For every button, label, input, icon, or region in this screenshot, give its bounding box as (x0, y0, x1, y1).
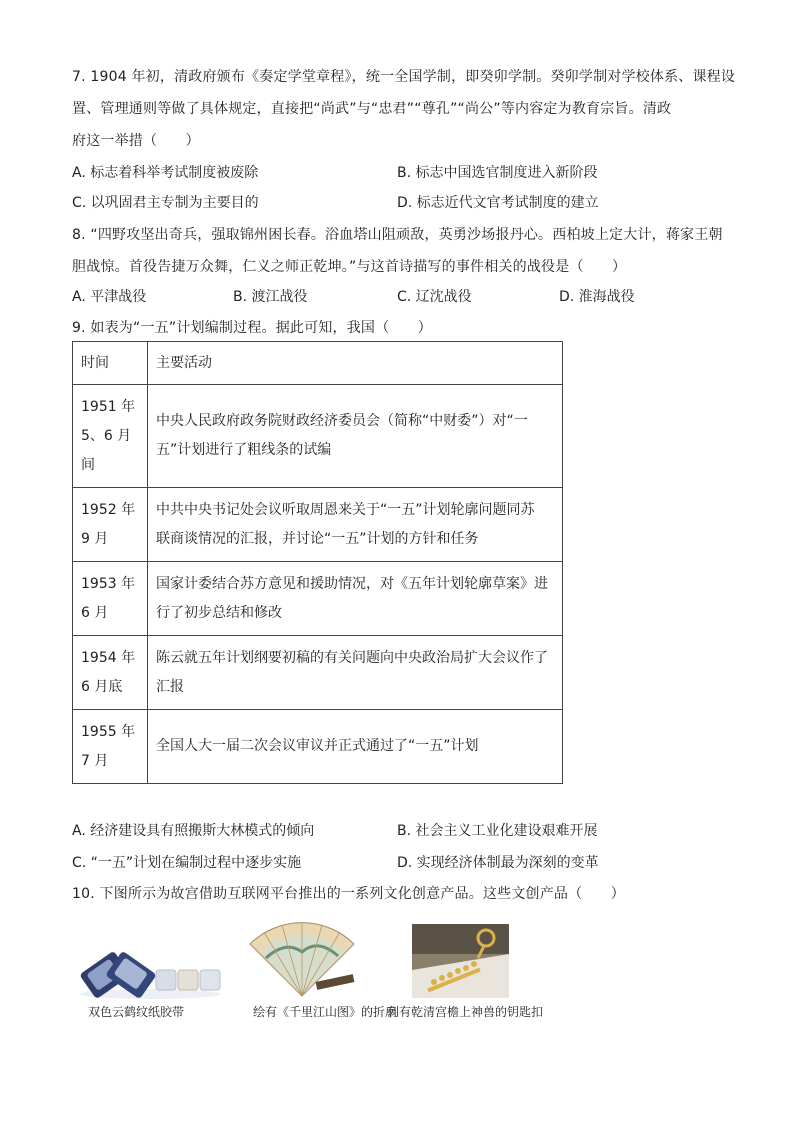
table-cell-activity (148, 710, 563, 784)
keychain-image (412, 924, 509, 998)
time-line: 1952 年 (81, 501, 136, 518)
activity-line: 五”计划进行了粗线条的试编 (156, 442, 332, 458)
plan-table (72, 341, 563, 784)
washi-tape-image (76, 940, 224, 1000)
table-row (73, 636, 563, 710)
q10-stem: 10. 下图所示为故宫借助互联网平台推出的一系列文化创意产品。这些文创产品（ ） (72, 886, 625, 902)
table-row (73, 488, 563, 562)
table-cell-time (73, 562, 148, 636)
activity-line: 联商谈情况的汇报，并讨论“一五”计划的方针和任务 (156, 530, 479, 547)
q9-option-d[interactable]: D. 实现经济体制最为深刻的变革 (397, 855, 599, 871)
time-line: 6 月 (81, 604, 109, 621)
table-cell-time (73, 488, 148, 562)
table-row (73, 385, 563, 488)
q8-option-b[interactable]: B. 渡江战役 (233, 289, 308, 305)
table-row (73, 562, 563, 636)
table-row (73, 710, 563, 784)
table-header-time: 时间 (73, 342, 148, 385)
time-line: 7 月 (81, 752, 109, 769)
activity-line: 中共中央书记处会议听取周恩来关于“一五”计划轮廓问题同苏 (156, 501, 535, 518)
table-header-activity: 主要活动 (148, 342, 563, 385)
time-line: 6 月底 (81, 678, 123, 695)
q7-option-a[interactable]: A. 标志着科举考试制度被废除 (72, 165, 259, 181)
q9-option-a[interactable]: A. 经济建设具有照搬斯大林模式的倾向 (72, 823, 315, 839)
time-line: 1953 年 (81, 575, 136, 592)
activity-line: 全国人大一届二次会议审议并正式通过了“一五”计划 (156, 738, 479, 754)
q7-stem-line-3: 府这一举措（ ） (72, 133, 200, 149)
q9-option-c[interactable]: C. “一五”计划在编制过程中逐步实施 (72, 855, 302, 871)
q9-option-b[interactable]: B. 社会主义工业化建设艰难开展 (397, 823, 598, 839)
q8-stem-line-1: 8. “四野攻坚出奇兵，强取锦州困长春。浴血塔山阻顽敌，英勇沙场报丹心。西柏坡上定大计，蒋家王朝 (72, 227, 723, 243)
time-line: 1951 年 (81, 398, 136, 415)
activity-line: 陈云就五年计划纲要初稿的有关问题向中央政治局扩大会议作了 (156, 649, 548, 666)
table-cell-activity (148, 562, 563, 636)
activity-line: 行了初步总结和修改 (156, 604, 282, 621)
caption-washi-tape: 双色云鹤纹纸胶带 (88, 1005, 185, 1019)
time-line: 1954 年 (81, 649, 136, 666)
table-header-row (73, 342, 563, 385)
q7-option-d[interactable]: D. 标志近代文官考试制度的建立 (397, 195, 599, 211)
table-cell-time (73, 710, 148, 784)
activity-line: 汇报 (156, 678, 184, 695)
q9-stem: 9. 如表为“一五”计划编制过程。据此可知，我国（ ） (72, 320, 432, 336)
activity-line: 国家计委结合苏方意见和援助情况，对《五年计划轮廓草案》进 (156, 575, 548, 592)
table-cell-time (73, 636, 148, 710)
caption-keychain: 列有乾清宫檐上神兽的钥匙扣 (387, 1005, 544, 1019)
q7-option-b[interactable]: B. 标志中国选官制度进入新阶段 (397, 165, 598, 181)
q7-stem-line-1: 7. 1904 年初，清政府颁布《奏定学堂章程》，统一全国学制，即癸卯学制。癸卯学制对学校体系、课程设 (72, 69, 736, 85)
table-cell-activity (148, 385, 563, 488)
activity-line: 中央人民政府政务院财政经济委员会（简称“中财委”）对“一 (156, 413, 528, 429)
q8-option-a[interactable]: A. 平津战役 (72, 289, 147, 305)
q7-stem-line-2: 置、管理通则等做了具体规定，直接把“尚武”与“忠君”“尊孔”“尚公”等内容定为教育宗旨。清政 (72, 101, 672, 117)
q8-stem-line-2: 胆战惊。首役告捷万众舞，仁义之师正乾坤。”与这首诗描写的事件相关的战役是（ ） (72, 259, 627, 275)
time-line: 5、6 月 (81, 427, 132, 444)
caption-folding-fan: 绘有《千里江山图》的折扇 (253, 1005, 398, 1019)
q7-option-c[interactable]: C. 以巩固君主专制为主要目的 (72, 195, 259, 211)
q8-option-c[interactable]: C. 辽沈战役 (397, 289, 472, 305)
time-line: 1955 年 (81, 723, 136, 740)
table-cell-activity (148, 636, 563, 710)
folding-fan-image (246, 922, 358, 1000)
table-cell-activity (148, 488, 563, 562)
table-cell-time (73, 385, 148, 488)
time-line: 9 月 (81, 530, 109, 547)
time-line: 间 (81, 456, 95, 473)
q8-option-d[interactable]: D. 淮海战役 (559, 289, 635, 305)
